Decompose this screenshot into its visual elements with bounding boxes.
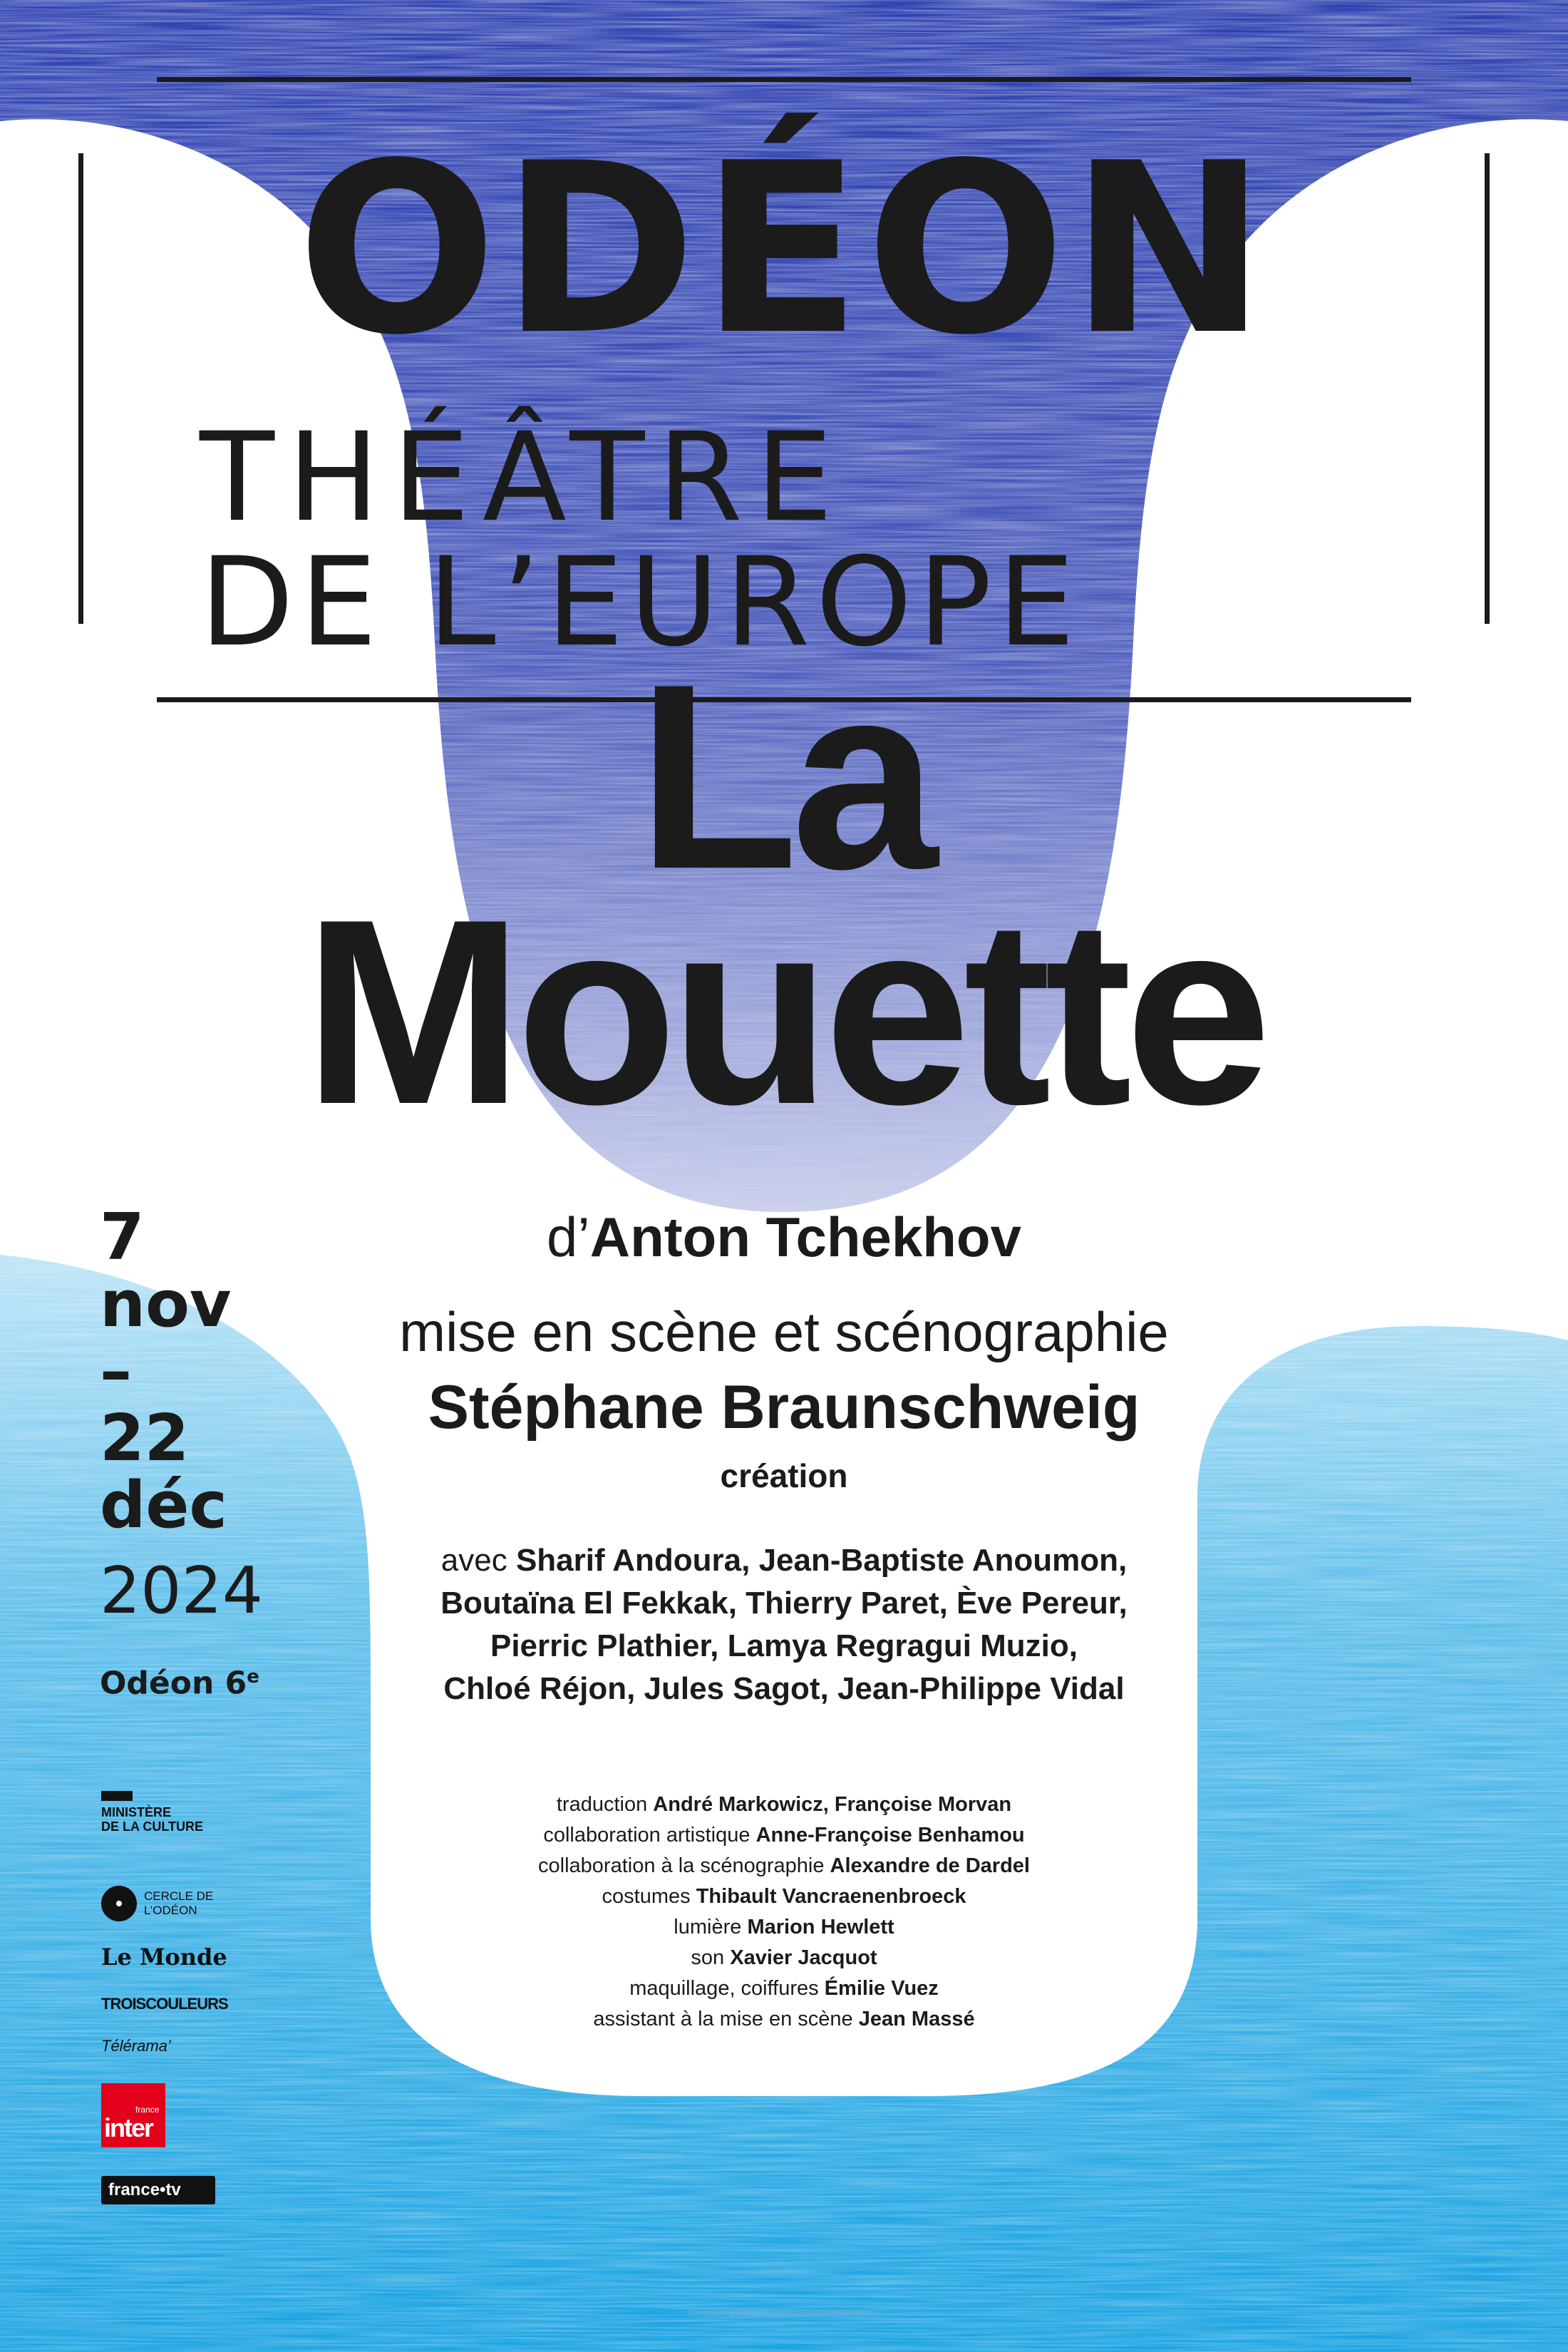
cercle-logo	[101, 1886, 213, 1921]
legal-fine-print: Conception graphique ... Odéon-Théâtre de l’Europe ...	[688, 2309, 880, 2317]
credit-role: son	[691, 1946, 725, 1969]
year: 2024	[100, 1554, 264, 1628]
author-line	[356, 1201, 1212, 1273]
venue-logo-title: ODÉON	[296, 113, 1272, 386]
cast-names-3: Pierric Plathier, Lamya Regragui Muzio,	[490, 1628, 1078, 1663]
play-title-line2: Mouette	[303, 865, 1265, 1159]
record-disc-icon	[101, 1886, 137, 1921]
credit-names: Alexandre de Dardel	[830, 1854, 1030, 1877]
france-inter-logo	[101, 2083, 165, 2147]
cast-line-3	[356, 1624, 1212, 1668]
credit-role: traduction	[556, 1793, 648, 1816]
date-dash: –	[100, 1334, 132, 1409]
cast-names-4: Chloé Réjon, Jules Sagot, Jean-Philippe Vidal	[443, 1671, 1125, 1706]
credit-names: Xavier Jacquot	[730, 1946, 877, 1969]
marianne-icon	[101, 1791, 133, 1801]
cercle-line1: CERCLE DE	[144, 1889, 214, 1903]
ministry-logo	[101, 1791, 203, 1834]
france-tv-word: france•tv	[108, 2180, 181, 2199]
credit-line	[385, 1943, 1183, 1973]
header-left-bracket	[78, 153, 83, 624]
credit-line	[385, 1973, 1183, 2003]
cast-line-1	[356, 1539, 1212, 1583]
ministry-line2: DE LA CULTURE	[101, 1819, 203, 1834]
credit-names: Marion Hewlett	[747, 1916, 894, 1938]
credit-role: costumes	[602, 1885, 691, 1908]
le-monde-logo: Le Monde	[101, 1943, 227, 1971]
credit-names: André Markowicz, Françoise Morvan	[653, 1793, 1012, 1816]
credit-line	[385, 1789, 1183, 1819]
venue-hall-name: Odéon 6	[100, 1665, 247, 1702]
troiscouleurs-logo: TROISCOULEURS	[101, 1995, 228, 2013]
inter-word: inter	[104, 2113, 153, 2142]
credit-names: Jean Massé	[858, 2008, 975, 2030]
direction-label: mise en scène et scénographie	[399, 1300, 1169, 1363]
credit-names: Anne-Françoise Benhamou	[755, 1824, 1025, 1847]
creation-label: création	[720, 1457, 848, 1494]
credit-names: Thibault Vancraenenbroeck	[696, 1885, 966, 1908]
header-top-rule	[157, 77, 1411, 82]
ministry-line1: MINISTÈRE	[101, 1805, 172, 1819]
start-month: nov	[100, 1267, 232, 1342]
author-name: Anton Tchekhov	[589, 1206, 1021, 1268]
venue-subtitle-line1: THÉÂTRE	[200, 406, 846, 549]
cast-names-2: Boutaïna El Fekkak, Thierry Paret, Ève Pereur,	[440, 1586, 1128, 1621]
director-name: Stéphane Braunschweig	[428, 1373, 1140, 1442]
credit-role: assistant à la mise en scène	[593, 2008, 853, 2030]
inter-small: france	[135, 2105, 160, 2115]
credit-line	[385, 2004, 1183, 2034]
credit-names: Émilie Vuez	[824, 1977, 939, 2000]
end-day: 22	[100, 1401, 190, 1476]
credit-role: collaboration à la scénographie	[538, 1854, 825, 1877]
play-title-line1: La	[637, 630, 931, 924]
venue-subtitle-line2: DE L’EUROPE	[200, 530, 1081, 674]
cast-prefix: avec	[440, 1543, 516, 1578]
credit-role: maquillage, coiffures	[629, 1977, 819, 2000]
france-tv-logo	[101, 2176, 215, 2204]
cast-line-4	[356, 1667, 1212, 1711]
venue-hall-sup: e	[247, 1666, 259, 1688]
credit-line	[385, 1881, 1183, 1911]
header-right-bracket	[1485, 153, 1490, 624]
telerama-logo: Télérama’	[101, 2037, 171, 2055]
credit-line	[385, 1820, 1183, 1850]
venue-hall	[100, 1657, 259, 1704]
credit-line	[385, 1912, 1183, 1942]
start-day: 7	[100, 1200, 145, 1275]
cast-names-1: Sharif Andoura, Jean-Baptiste Anoumon,	[515, 1543, 1128, 1578]
end-month: déc	[100, 1468, 227, 1543]
credit-line	[385, 1851, 1183, 1881]
credit-role: lumière	[674, 1916, 742, 1938]
cercle-line2: L’ODÉON	[144, 1904, 197, 1917]
author-prefix: d’	[547, 1206, 590, 1268]
cast-line-2	[356, 1581, 1212, 1626]
credit-role: collaboration artistique	[543, 1824, 751, 1847]
